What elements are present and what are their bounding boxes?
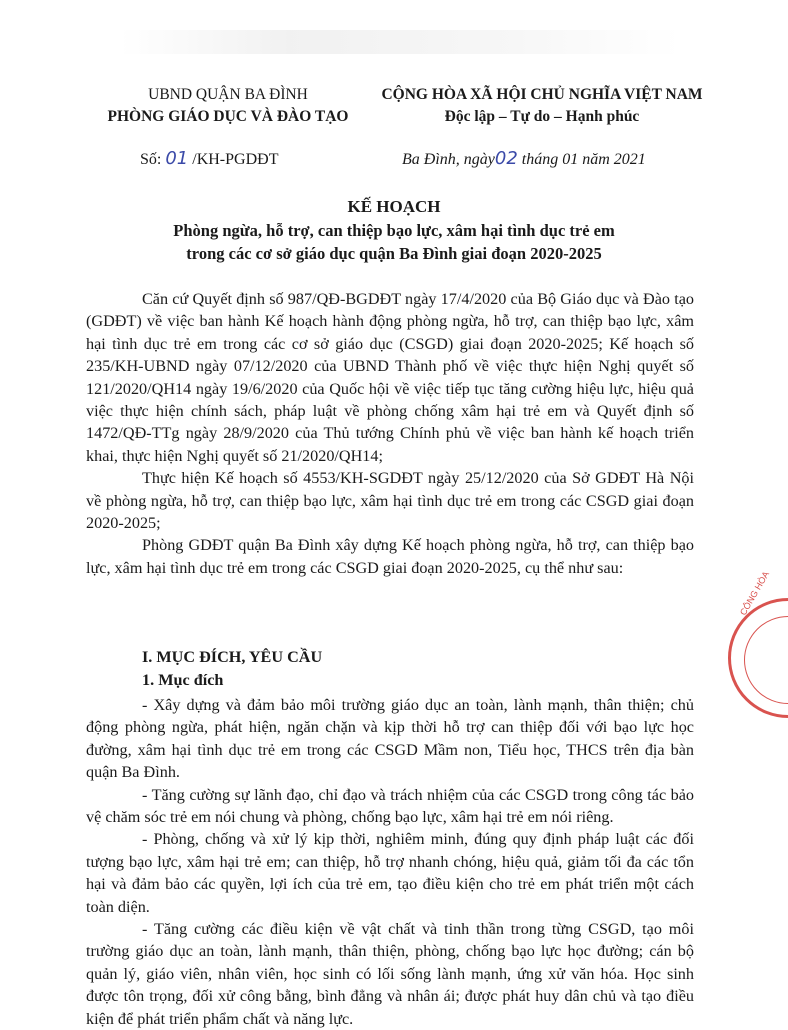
purpose-paragraph: - Tăng cường sự lãnh đạo, chỉ đạo và trách nhiệm của các CSGD trong công tác bảo vệ chăm sóc trẻ em nói chung và phòng, chống bạo lực, xâm hại trẻ em nói riêng. [86,785,694,827]
document-date [402,148,646,169]
scan-artifact [120,30,680,54]
org-line1: UBND QUẬN BA ĐÌNH [148,86,308,103]
document-title: KẾ HOẠCH [347,197,441,216]
intro-section [86,288,694,579]
date-suffix: tháng 01 năm 2021 [521,151,646,168]
document-number [140,148,278,169]
doc-number-handwritten: 01 [165,148,189,169]
date-prefix: Ba Đình, ngày [402,151,495,168]
subsection-heading: 1. Mục đích [142,671,224,689]
purpose-section [86,694,694,1030]
nation-line1: CỘNG HÒA XÃ HỘI CHỦ NGHĨA VIỆT NAM [381,86,703,103]
org-line2: PHÒNG GIÁO DỤC VÀ ĐÀO TẠO [107,108,349,125]
stamp-text: CÔNG HÒA [738,569,772,617]
date-handwritten-day: 02 [494,148,518,169]
purpose-paragraph: - Tăng cường các điều kiện về vật chất và tinh thần trong từng CSGD, tạo môi trường giáo dục an toàn, lành mạnh, thân thiện, phòng, chống bạo lực học đường; cán bộ quản lý, giáo viên, nhân viên, học sinh có lối sống lành mạnh, ứng xử văn hóa. Học sinh được tôn trọng, đối xử công bằng, bình đẳng và nhân ái; được phát huy dân chủ và tạo điều kiện để phát triển phẩm chất và năng lực. [86,920,694,1028]
doc-number-suffix: /KH-PGDĐT [192,151,279,168]
intro-paragraph: Căn cứ Quyết định số 987/QĐ-BGDĐT ngày 17/4/2020 của Bộ Giáo dục và Đào tạo (GDĐT) về việc ban hành Kế hoạch hành động phòng ngừa, hỗ trợ, can thiệp bạo lực, xâm hại tình dục trẻ em trong các cơ sở giáo dục (CSGD) giai đoạn 2020-2025; Kế hoạch số 235/KH-UBND ngày 07/12/2020 của UBND Thành phố về việc thực hiện Nghị quyết số 121/2020/QH14 ngày 19/6/2020 của Quốc hội về việc tiếp tục tăng cường hiệu lực, hiệu quả việc thực hiện chính sách, pháp luật về phòng chống xâm hại trẻ em và Quyết định số 1472/QĐ-TTg ngày 28/9/2020 của Thủ tướng Chính phủ về việc ban hành kế hoạch triển khai, thực hiện Nghị quyết số 21/2020/QH14; [86,290,694,465]
document-subtitle-line2: trong các cơ sở giáo dục quận Ba Đình giai đoạn 2020-2025 [186,244,602,263]
document-subtitle-line1: Phòng ngừa, hỗ trợ, can thiệp bạo lực, xâm hại tình dục trẻ em [173,221,615,240]
section-heading: I. MỤC ĐÍCH, YÊU CẦU [142,648,323,666]
intro-paragraph: Phòng GDĐT quận Ba Đình xây dựng Kế hoạch phòng ngừa, hỗ trợ, can thiệp bạo lực, xâm hại tình dục trẻ em trong các CSGD giai đoạn 2020-2025, cụ thể như sau: [86,536,694,577]
intro-paragraph: Thực hiện Kế hoạch số 4553/KH-SGDĐT ngày 25/12/2020 của Sở GDĐT Hà Nội về phòng ngừa, hỗ trợ, can thiệp bạo lực, xâm hại tình dục trẻ em trong các CSGD giai đoạn 2020-2025; [86,469,694,533]
purpose-paragraph: - Xây dựng và đảm bảo môi trường giáo dục an toàn, lành mạnh, thân thiện; chủ động phòng ngừa, phát hiện, ngăn chặn và kịp thời hỗ trợ can thiệp đối với bạo lực học đường, xâm hại tình dục trẻ em trong các CSGD Mầm non, Tiểu học, THCS trên địa bàn quận Ba Đình. [86,696,694,782]
national-motto [362,84,722,128]
issuing-authority [88,84,368,128]
doc-number-prefix: Số: [140,151,162,168]
purpose-paragraph: - Phòng, chống và xử lý kịp thời, nghiêm minh, đúng quy định pháp luật các đối tượng bạo lực, xâm hại trẻ em; can thiệp, hỗ trợ nhanh chóng, hiệu quả, giảm tối đa các tổn hại và đảm bảo các quyền, lợi ích của trẻ em, tạo điều kiện cho trẻ em phát triển một cách toàn diện. [86,830,694,916]
nation-line2: Độc lập – Tự do – Hạnh phúc [444,108,640,125]
